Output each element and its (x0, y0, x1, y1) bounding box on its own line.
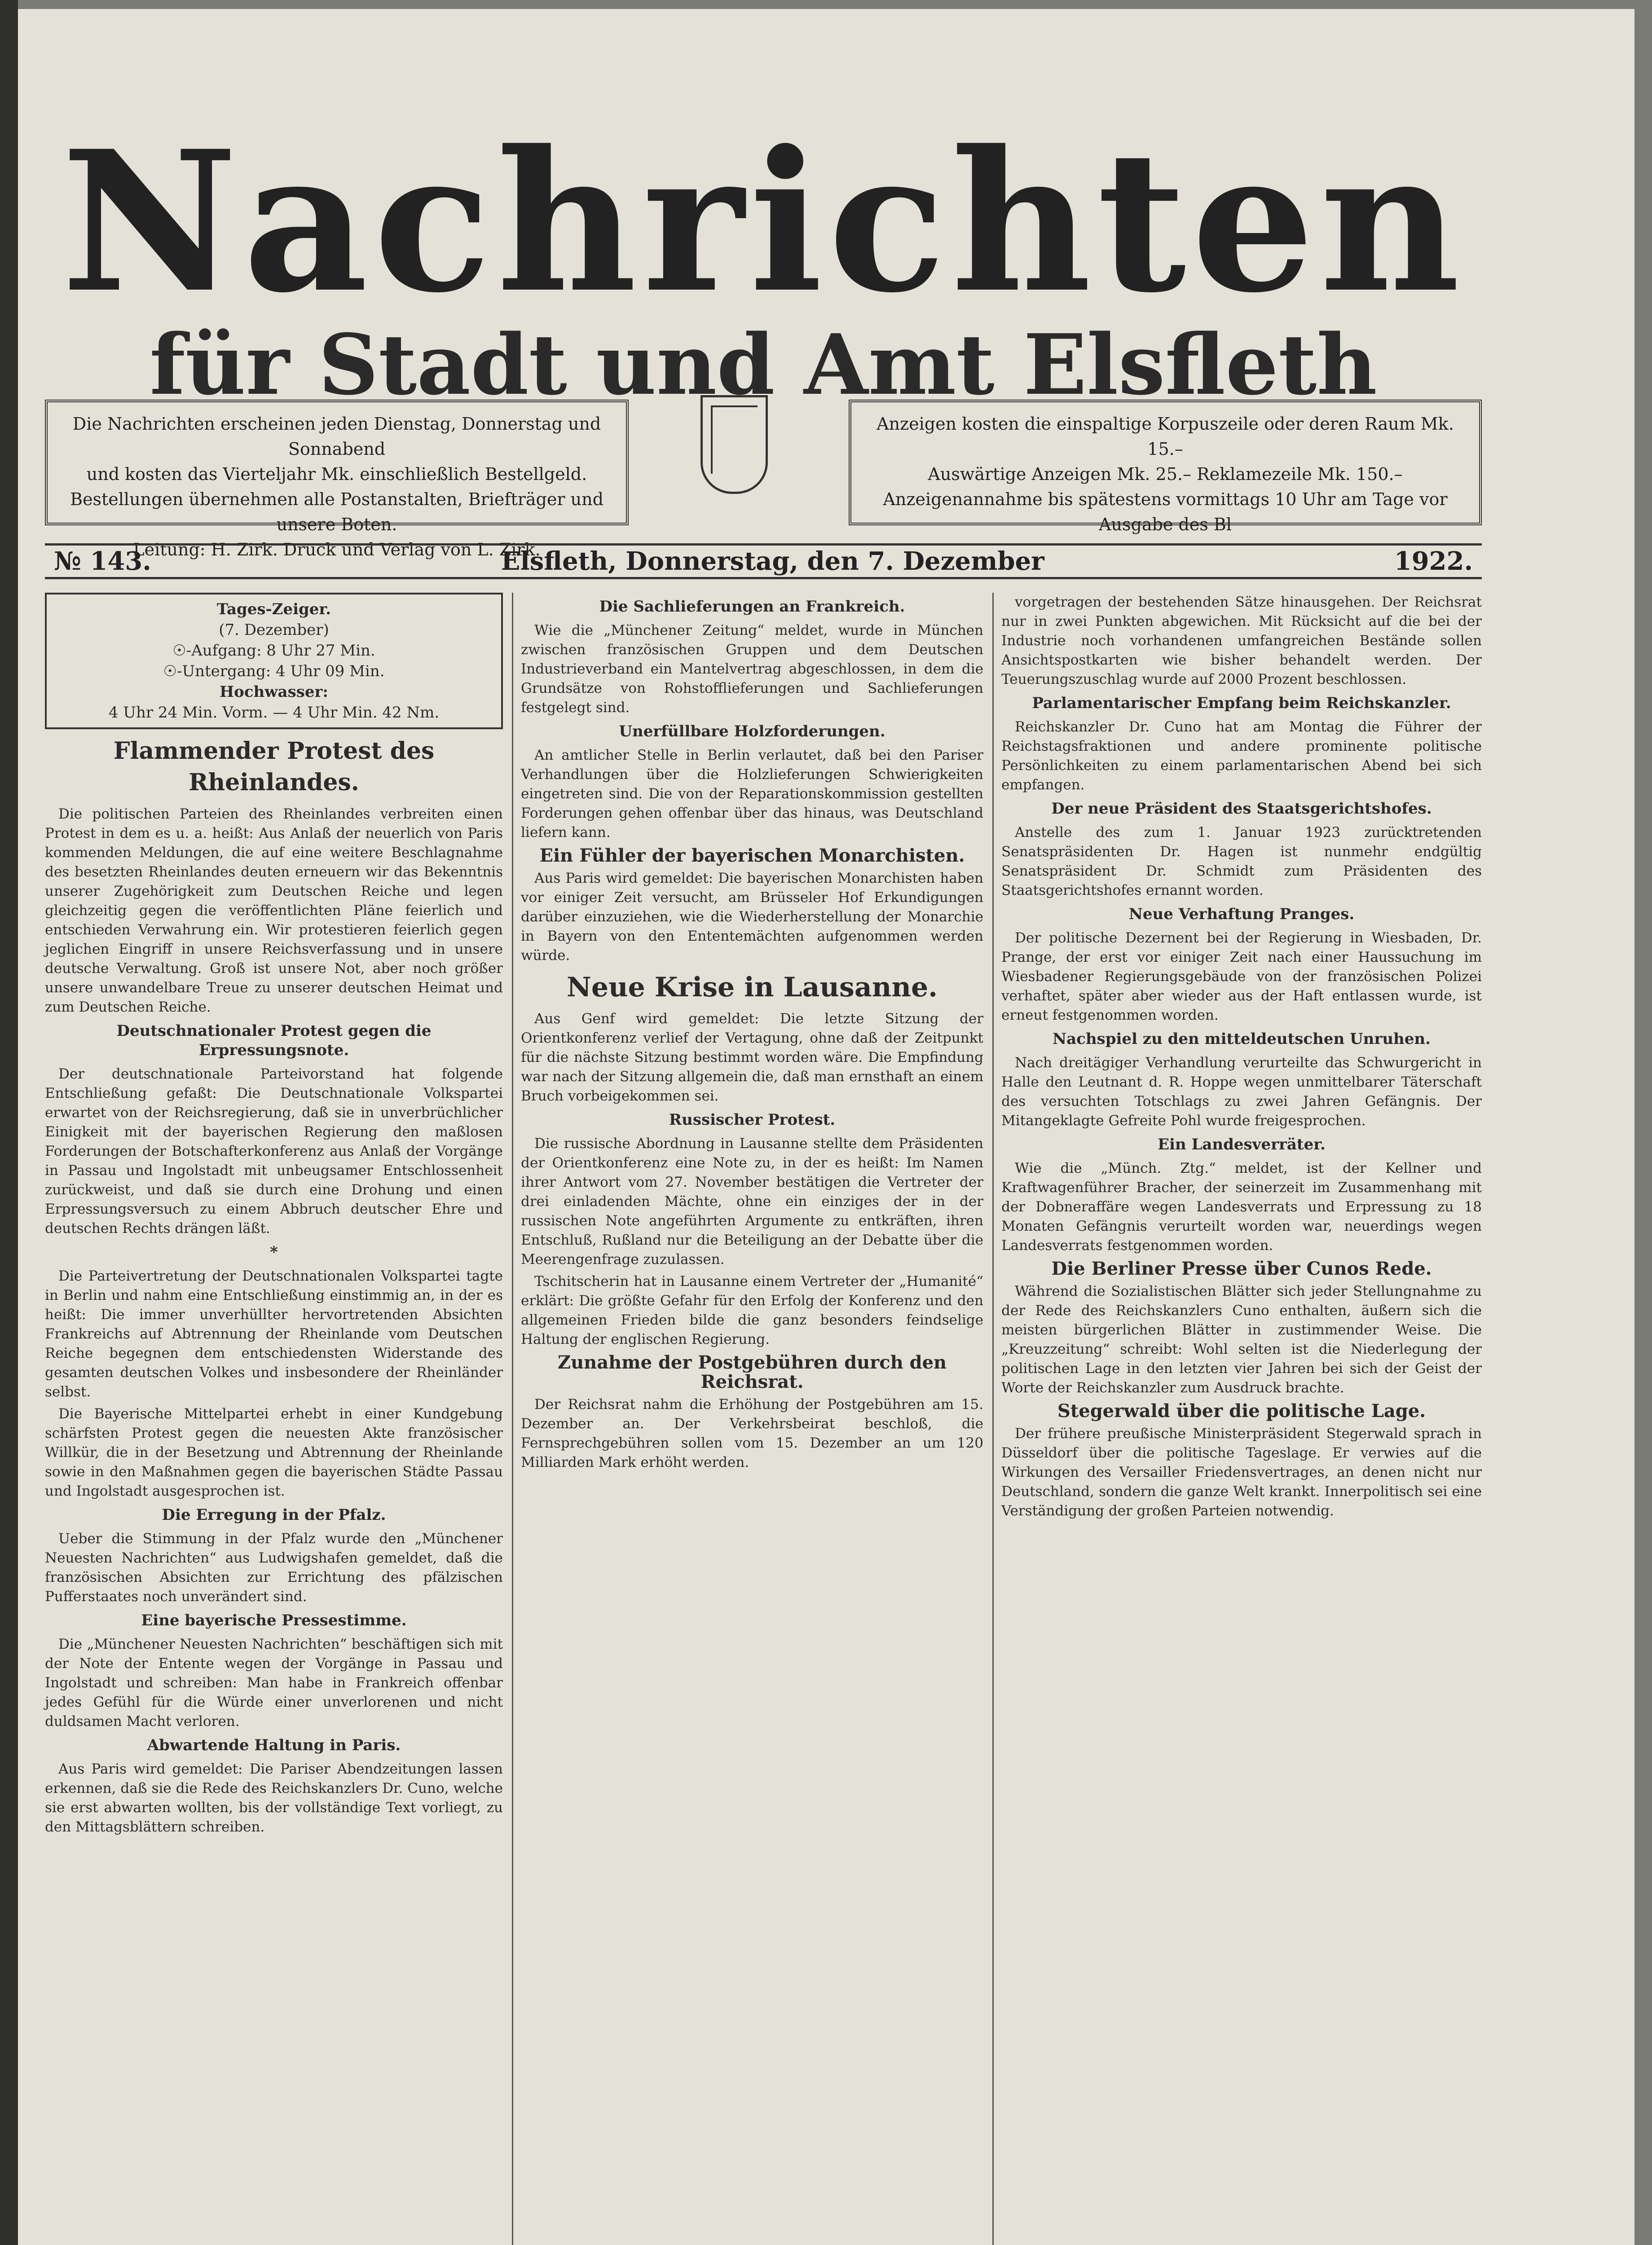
article-headline: Ein Fühler der bayerischen Monarchisten. (539, 845, 965, 866)
article-headline: Zunahme der Postgebühren durch den Reichsrat. (557, 1352, 947, 1392)
article-paragraph: Die „Münchener Neuesten Nachrichten“ beschäftigen sich mit der Note der Entente wegen der Vorgänge in Passau und Ingolstadt und schreiben: Man habe in Frankreich offenbar jedes Gefühl für die Würde einer unverlorenen und nicht duldsamen Macht verloren. (45, 1636, 503, 1730)
subscription-box (45, 400, 629, 559)
tz-date: (7. Dezember) (219, 621, 329, 639)
section-heading: Russischer Protest. (669, 1111, 836, 1129)
tz-sunrise: ☉-Aufgang: 8 Uhr 27 Min. (172, 642, 375, 660)
section-heading: Der neue Präsident des Staatsgerichtshofes. (1051, 800, 1432, 818)
article-paragraph: Der deutschnationale Parteivorstand hat folgende Entschließung gefaßt: Die Deutschnationale Volkspartei erwartet von der Reichsregierung, daß sie in unverbrüchlicher Einigkeit mit der bayerischen Regierung den maßlosen Forderungen der Botschafterkonferenz aus Anlaß der Vorgänge in Passau und Ingolstadt mit unbeugsamer Entschlossenheit zurückweist, und daß sie durch eine Drohung und einen Erpressungsversuch zu einem Abbruch deutscher Ehre und deutschen Rechts drängen läßt. (45, 1066, 503, 1237)
subscription-line: Die Nachrichten erscheinen jeden Dienstag, Donnerstag und Sonnabend (72, 414, 601, 459)
rates-line: Anzeigenannahme bis spätestens vormittags 10 Uhr am Tage vor (883, 489, 1448, 509)
article-paragraph: Wie die „Münchener Zeitung“ meldet, wurde in München zwischen französischen Gruppen und dem Deutschen Industrieverband ein Mantelvertrag abgeschlossen, in dem die Grundsätze von Rohstofflieferungen und Sachlieferungen festgelegt sind. (521, 622, 983, 716)
article-paragraph: Aus Paris wird gemeldet: Die Pariser Abendzeitungen lassen erkennen, daß sie die Rede des Reichskanzlers Dr. Cuno, welche sie erst abwarten wollten, bis der vollständige Text vorliegt, zu den Mittagsblättern schreiben. (45, 1761, 503, 1835)
tz-highwater: 4 Uhr 24 Min. Vorm. — 4 Uhr Min. 42 Nm. (108, 704, 440, 722)
article-paragraph: Der politische Dezernent bei der Regierung in Wiesbaden, Dr. Prange, der erst vor einiger Zeit nach einer Haussuchung im Wiesbadener Regierungsgebäude von der französischen Polizei verhaftet, später aber wieder aus der Haft entlassen wurde, ist erneut festgenommen worden. (1001, 930, 1482, 1023)
issue-number: № 143. (54, 546, 151, 576)
article-paragraph: Die Parteivertretung der Deutschnationalen Volkspartei tagte in Berlin und nahm eine Entschließung einstimmig an, in der es heißt: Die immer unverhüllter hervortretenden Absichten Frankreichs auf Abtrennung der Rheinlande vom Deutschen Reiche begegnen dem entschiedensten Widerstande des gesamten deutschen Volkes und insbesondere der Rheinländer selbst. (45, 1268, 503, 1400)
article-paragraph: Während die Sozialistischen Blätter sich jeder Stellungnahme zu der Rede des Reichskanzlers Cuno enthalten, äußern sich die meisten bürgerlichen Blätter in zustimmender Weise. Die „Kreuzzeitung“ schreibt: Wohl selten ist die Niederlegung der politischen Lage in den letzten vier Jahren bei sich der Geist der Worte der Reichskanzler zum Ausdruck brachte. (1001, 1283, 1482, 1396)
article-paragraph: An amtlicher Stelle in Berlin verlautet, daß bei den Pariser Verhandlungen über die Holzlieferungen Schwierigkeiten eingetreten sind. Die von der Reparationskommission gestellten Forderungen gehen offenbar über das hinaus, was Deutschland liefern kann. (521, 747, 983, 841)
article-headline: Flammender Protest des Rheinlandes. (113, 737, 435, 796)
column-1 (45, 593, 503, 1840)
article-paragraph: Der Reichsrat nahm die Erhöhung der Postgebühren am 15. Dezember an. Der Verkehrsbeirat beschloß, die Fernsprechgebühren sollen vom 15. Dezember an um 120 Milliarden Mark erhöht werden. (521, 1396, 983, 1470)
newspaper-page (18, 9, 1634, 2245)
subscription-line: Bestellungen übernehmen alle Postanstalten, Briefträger und unsere Boten. (70, 489, 604, 534)
article-paragraph: Anstelle des zum 1. Januar 1923 zurücktretenden Senatspräsidenten Dr. Hagen ist nunmehr endgültig Senatspräsident Dr. Schmidt zum Präsidenten des Staatsgerichtshofes ernannt worden. (1001, 824, 1482, 898)
masthead-title: Nachrichten (61, 109, 1466, 335)
article-paragraph: Die politischen Parteien des Rheinlandes verbreiten einen Protest in dem es u. a. heißt: Aus Anlaß der neuerlich von Paris kommenden Meldungen, die auf eine weitere Beschlagnahme des besetzten Rheinlandes deuten erneuern wir das Bekenntnis unserer Zugehörigkeit zum Deutschen Reiche und legen gleichzeitig gegen die veröffentlichten Pläne feierlich und entschieden Verwahrung ein. Wir protestieren feierlich gegen jeglichen Eingriff in unsere Reichsverfassung und in unsere deutsche Verwaltung. Groß ist unsere Not, aber noch größer unsere unwandelbare Treue zu unserer deutschen Heimat und zum Deutschen Reiche. (45, 806, 503, 1015)
article-paragraph: Die Bayerische Mittelpartei erhebt in einer Kundgebung schärfsten Protest gegen die neuesten Akte französischer Willkür, die in der Besetzung und Abtrennung der Rheinlande sowie in den Maßnahmen gegen die bayerischen Städte Passau und Ingolstadt ausgesprochen ist. (45, 1406, 503, 1499)
binding-edge (0, 0, 18, 2245)
article-paragraph: vorgetragen der bestehenden Sätze hinausgehen. Der Reichsrat nur in zwei Punkten abgewichen. Mit Rücksicht auf die bei der Industrie noch vorhandenen umfangreichen Bestände sollen Ansichtspostkarten wie bisher behandelt werden. Der Teuerungszuschlag wurde auf 2000 Prozent beschlossen. (1001, 594, 1482, 687)
section-heading: Unerfüllbare Holzforderungen. (619, 722, 885, 740)
article-headline: Stegerwald über die politische Lage. (1057, 1400, 1426, 1422)
section-heading: Die Erregung in der Pfalz. (162, 1506, 386, 1524)
section-heading: Eine bayerische Pressestimme. (141, 1611, 407, 1629)
column-2 (521, 593, 983, 1475)
subscription-line: und kosten das Vierteljahr Mk. einschließlich Bestellgeld. (86, 464, 587, 484)
tz-title: Tages-Zeiger. (216, 600, 331, 618)
tages-zeiger-box (45, 593, 503, 729)
section-heading: Ein Landesverräter. (1158, 1136, 1326, 1153)
article-paragraph: Nach dreitägiger Verhandlung verurteilte das Schwurgericht in Halle den Leutnant d. R. Hoppe wegen unmittelbarer Täterschaft des versuchten Totschlags zu zwei Jahren Gefängnis. Der Mitangeklagte Gefreite Pohl wurde freigesprochen. (1001, 1055, 1482, 1129)
rates-line: Anzeigen kosten die einspaltige Korpuszeile oder deren Raum Mk. 15.– (877, 414, 1454, 459)
column-rule (512, 593, 513, 2245)
issue-year: 1922. (1394, 546, 1473, 576)
article-paragraph: Aus Paris wird gemeldet: Die bayerischen Monarchisten haben vor einiger Zeit versucht, am Brüsseler Hof Erkundigungen darüber einzuziehen, wie die Wiederherstellung der Monarchie in Bayern von den Ententemächten aufgenommen werden würde. (521, 870, 983, 964)
section-heading: Deutschnationaler Protest gegen die Erpressungsnote. (116, 1022, 432, 1059)
article-headline-large: Neue Krise in Lausanne. (566, 972, 938, 1003)
place-date: Elsfleth, Donnerstag, den 7. Dezember (501, 546, 1044, 576)
article-paragraph: Reichskanzler Dr. Cuno hat am Montag die Führer der Reichstagsfraktionen und andere prominente politische Persönlichkeiten zu einem parlamentarischen Abend bei sich empfangen. (1001, 719, 1482, 793)
masthead-subtitle: für Stadt und Amt Elsfleth (150, 316, 1377, 414)
section-heading: Abwartende Haltung in Paris. (147, 1736, 401, 1754)
article-paragraph: Wie die „Münch. Ztg.“ meldet, ist der Kellner und Kraftwagenführer Bracher, der seinerzeit im Zusammenhang mit der Dobneraffäre wegen Landesverrats und Erpressung zu 18 Monaten Gefängnis verurteilt worden war, neuerdings wegen Landesverrats festgenommen worden. (1001, 1160, 1482, 1254)
article-paragraph: Ueber die Stimmung in der Pfalz wurde den „Münchener Neuesten Nachrichten“ aus Ludwigshafen gemeldet, daß die französischen Absichten zur Errichtung des pfälzischen Pufferstaates noch unverändert sind. (45, 1531, 503, 1605)
rates-line: Ausgabe des Bl (1099, 515, 1232, 534)
rates-line: Auswärtige Anzeigen Mk. 25.– Reklamezeile Mk. 150.– (928, 464, 1403, 484)
article-paragraph: Tschitscherin hat in Lausanne einem Vertreter der „Humanité“ erklärt: Die größte Gefahr für den Erfolg der Konferenz und den allgemeinen Frieden bilde die ganz besonders feindselige Haltung der englischen Regierung. (521, 1273, 983, 1347)
tz-sunset: ☉-Untergang: 4 Uhr 09 Min. (163, 662, 385, 680)
separator-asterisk: * (270, 1243, 278, 1261)
coat-of-arms-icon (700, 395, 768, 494)
article-paragraph: Aus Genf wird gemeldet: Die letzte Sitzung der Orientkonferenz verlief der Vertagung, ohne daß der Zeitpunkt für die nächste Sitzung bestimmt worden wäre. Die Empfindung war nach der Sitzung allgemein die, daß man ernsthaft an einem Bruch vorbeigekommen sei. (521, 1011, 983, 1104)
section-heading: Nachspiel zu den mitteldeutschen Unruhen. (1053, 1030, 1431, 1048)
section-heading: Neue Verhaftung Pranges. (1128, 905, 1355, 923)
article-paragraph: Der frühere preußische Ministerpräsident Stegerwald sprach in Düsseldorf über die politische Tageslage. Er verwies auf die Wirkungen des Versailler Friedensvertrages, an denen nicht nur Deutschland, sondern die ganze Welt krankt. Innerpolitisch sei eine Verständigung der großen Parteien notwendig. (1001, 1426, 1482, 1519)
article-headline: Die Berliner Presse über Cunos Rede. (1051, 1258, 1432, 1279)
dateline (45, 543, 1482, 579)
tz-highwater-label: Hochwasser: (220, 683, 328, 701)
section-heading: Parlamentarischer Empfang beim Reichskanzler. (1032, 694, 1451, 712)
column-rule (992, 593, 994, 2245)
subscription-line: Leitung: H. Zirk. Druck und Verlag von L. Zirk. (133, 540, 541, 559)
masthead (45, 109, 1482, 414)
article-paragraph: Die russische Abordnung in Lausanne stellte dem Präsidenten der Orientkonferenz eine Note zu, in der es heißt: Im Namen ihrer Antwort vom 27. November bestätigen die Vertreter der drei einladenden Mächte, ohne ein einziges der in der russischen Note angeführten Argumente zu entkräften, ihren Entschluß, Rußland nur die Beteiligung an der Debatte über die Meerengenfrage zuzulassen. (521, 1136, 983, 1268)
section-heading: Die Sachlieferungen an Frankreich. (599, 598, 905, 616)
advert-rates-box (849, 400, 1482, 534)
column-3 (1001, 593, 1482, 1523)
